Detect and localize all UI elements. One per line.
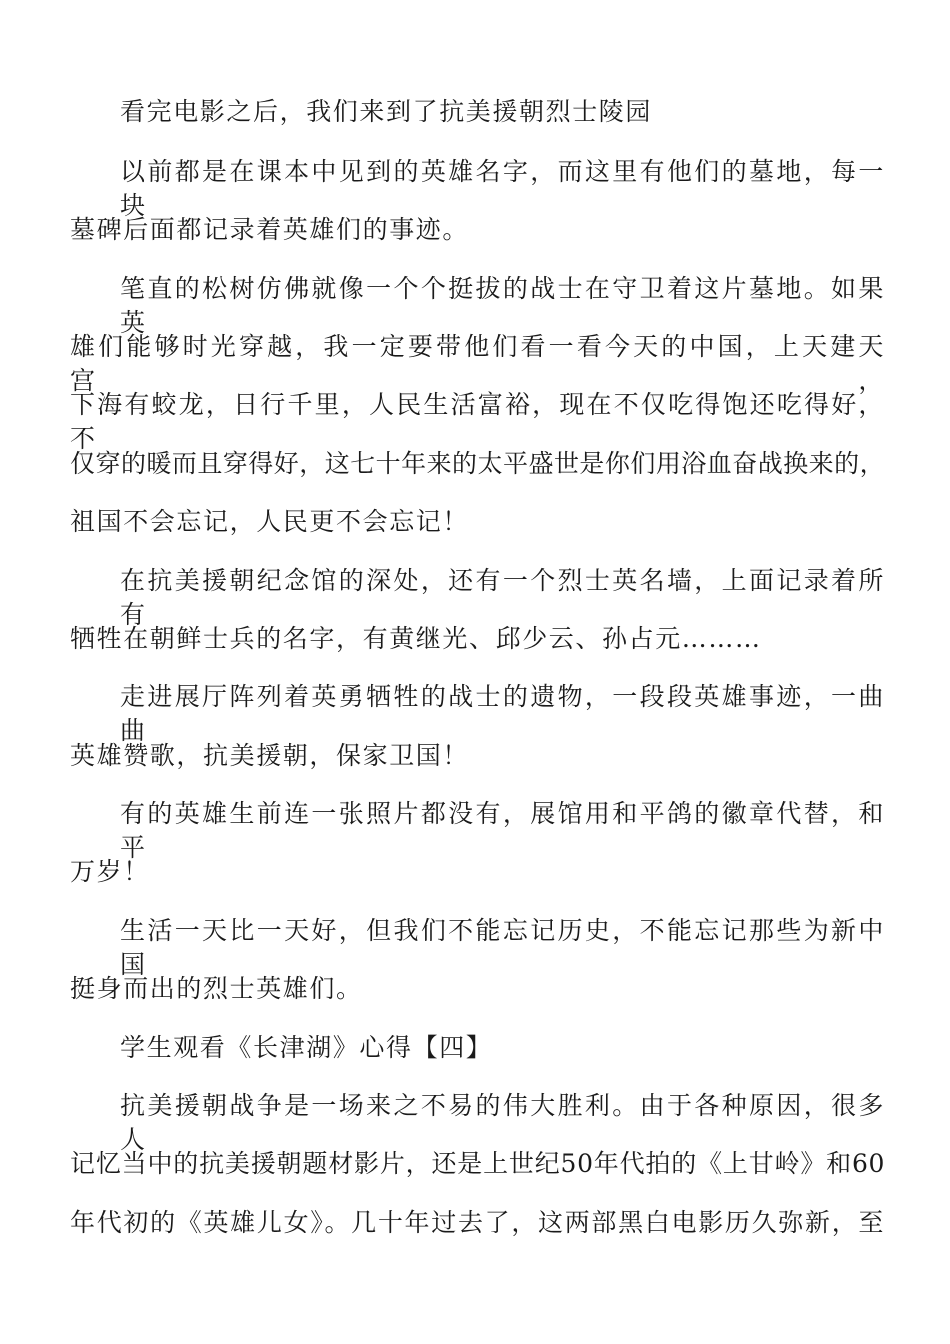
paragraph-line: 笔直的松树仿佛就像一个个挺拔的战士在守卫着这片墓地。如果英 (120, 274, 885, 337)
paragraph-line: 生活一天比一天好，但我们不能忘记历史，不能忘记那些为新中国 (120, 916, 885, 979)
paragraph-line: 仅穿的暖而且穿得好，这七十年来的太平盛世是你们用浴血奋战换来的， (70, 449, 885, 478)
paragraph-line: 万岁！ (70, 857, 150, 886)
paragraph-line: 下海有蛟龙，日行千里，人民生活富裕，现在不仅吃得饱还吃得好，不 (70, 390, 885, 453)
paragraph-line: 记忆当中的抗美援朝题材影片，还是上世纪50年代拍的《上甘岭》和60 (70, 1149, 885, 1178)
paragraph-line: 以前都是在课本中见到的英雄名字，而这里有他们的墓地，每一块 (120, 157, 885, 220)
paragraph-line: 走进展厅阵列着英勇牺牲的战士的遗物，一段段英雄事迹，一曲曲 (120, 682, 885, 745)
paragraph-line: 雄们能够时光穿越，我一定要带他们看一看今天的中国，上天建天宫， (70, 332, 885, 395)
paragraph-line: 祖国不会忘记，人民更不会忘记！ (70, 507, 470, 536)
paragraph-line: 年代初的《英雄儿女》。几十年过去了，这两部黑白电影历久弥新，至 (70, 1208, 885, 1237)
paragraph-line: 看完电影之后，我们来到了抗美援朝烈士陵园 (120, 97, 653, 126)
paragraph-line: 墓碑后面都记录着英雄们的事迹。 (70, 215, 470, 244)
paragraph-line: 在抗美援朝纪念馆的深处，还有一个烈士英名墙，上面记录着所有 (120, 566, 885, 629)
paragraph-line: 牺牲在朝鲜士兵的名字，有黄继光、邱少云、孙占元……… (70, 624, 762, 653)
paragraph-line: 挺身而出的烈士英雄们。 (70, 974, 363, 1003)
paragraph-line: 英雄赞歌，抗美援朝，保家卫国！ (70, 741, 470, 770)
section-heading: 学生观看《长津湖》心得【四】 (120, 1033, 493, 1062)
paragraph-line: 抗美援朝战争是一场来之不易的伟大胜利。由于各种原因，很多人 (120, 1091, 885, 1154)
paragraph-line: 有的英雄生前连一张照片都没有，展馆用和平鸽的徽章代替，和平 (120, 799, 885, 862)
